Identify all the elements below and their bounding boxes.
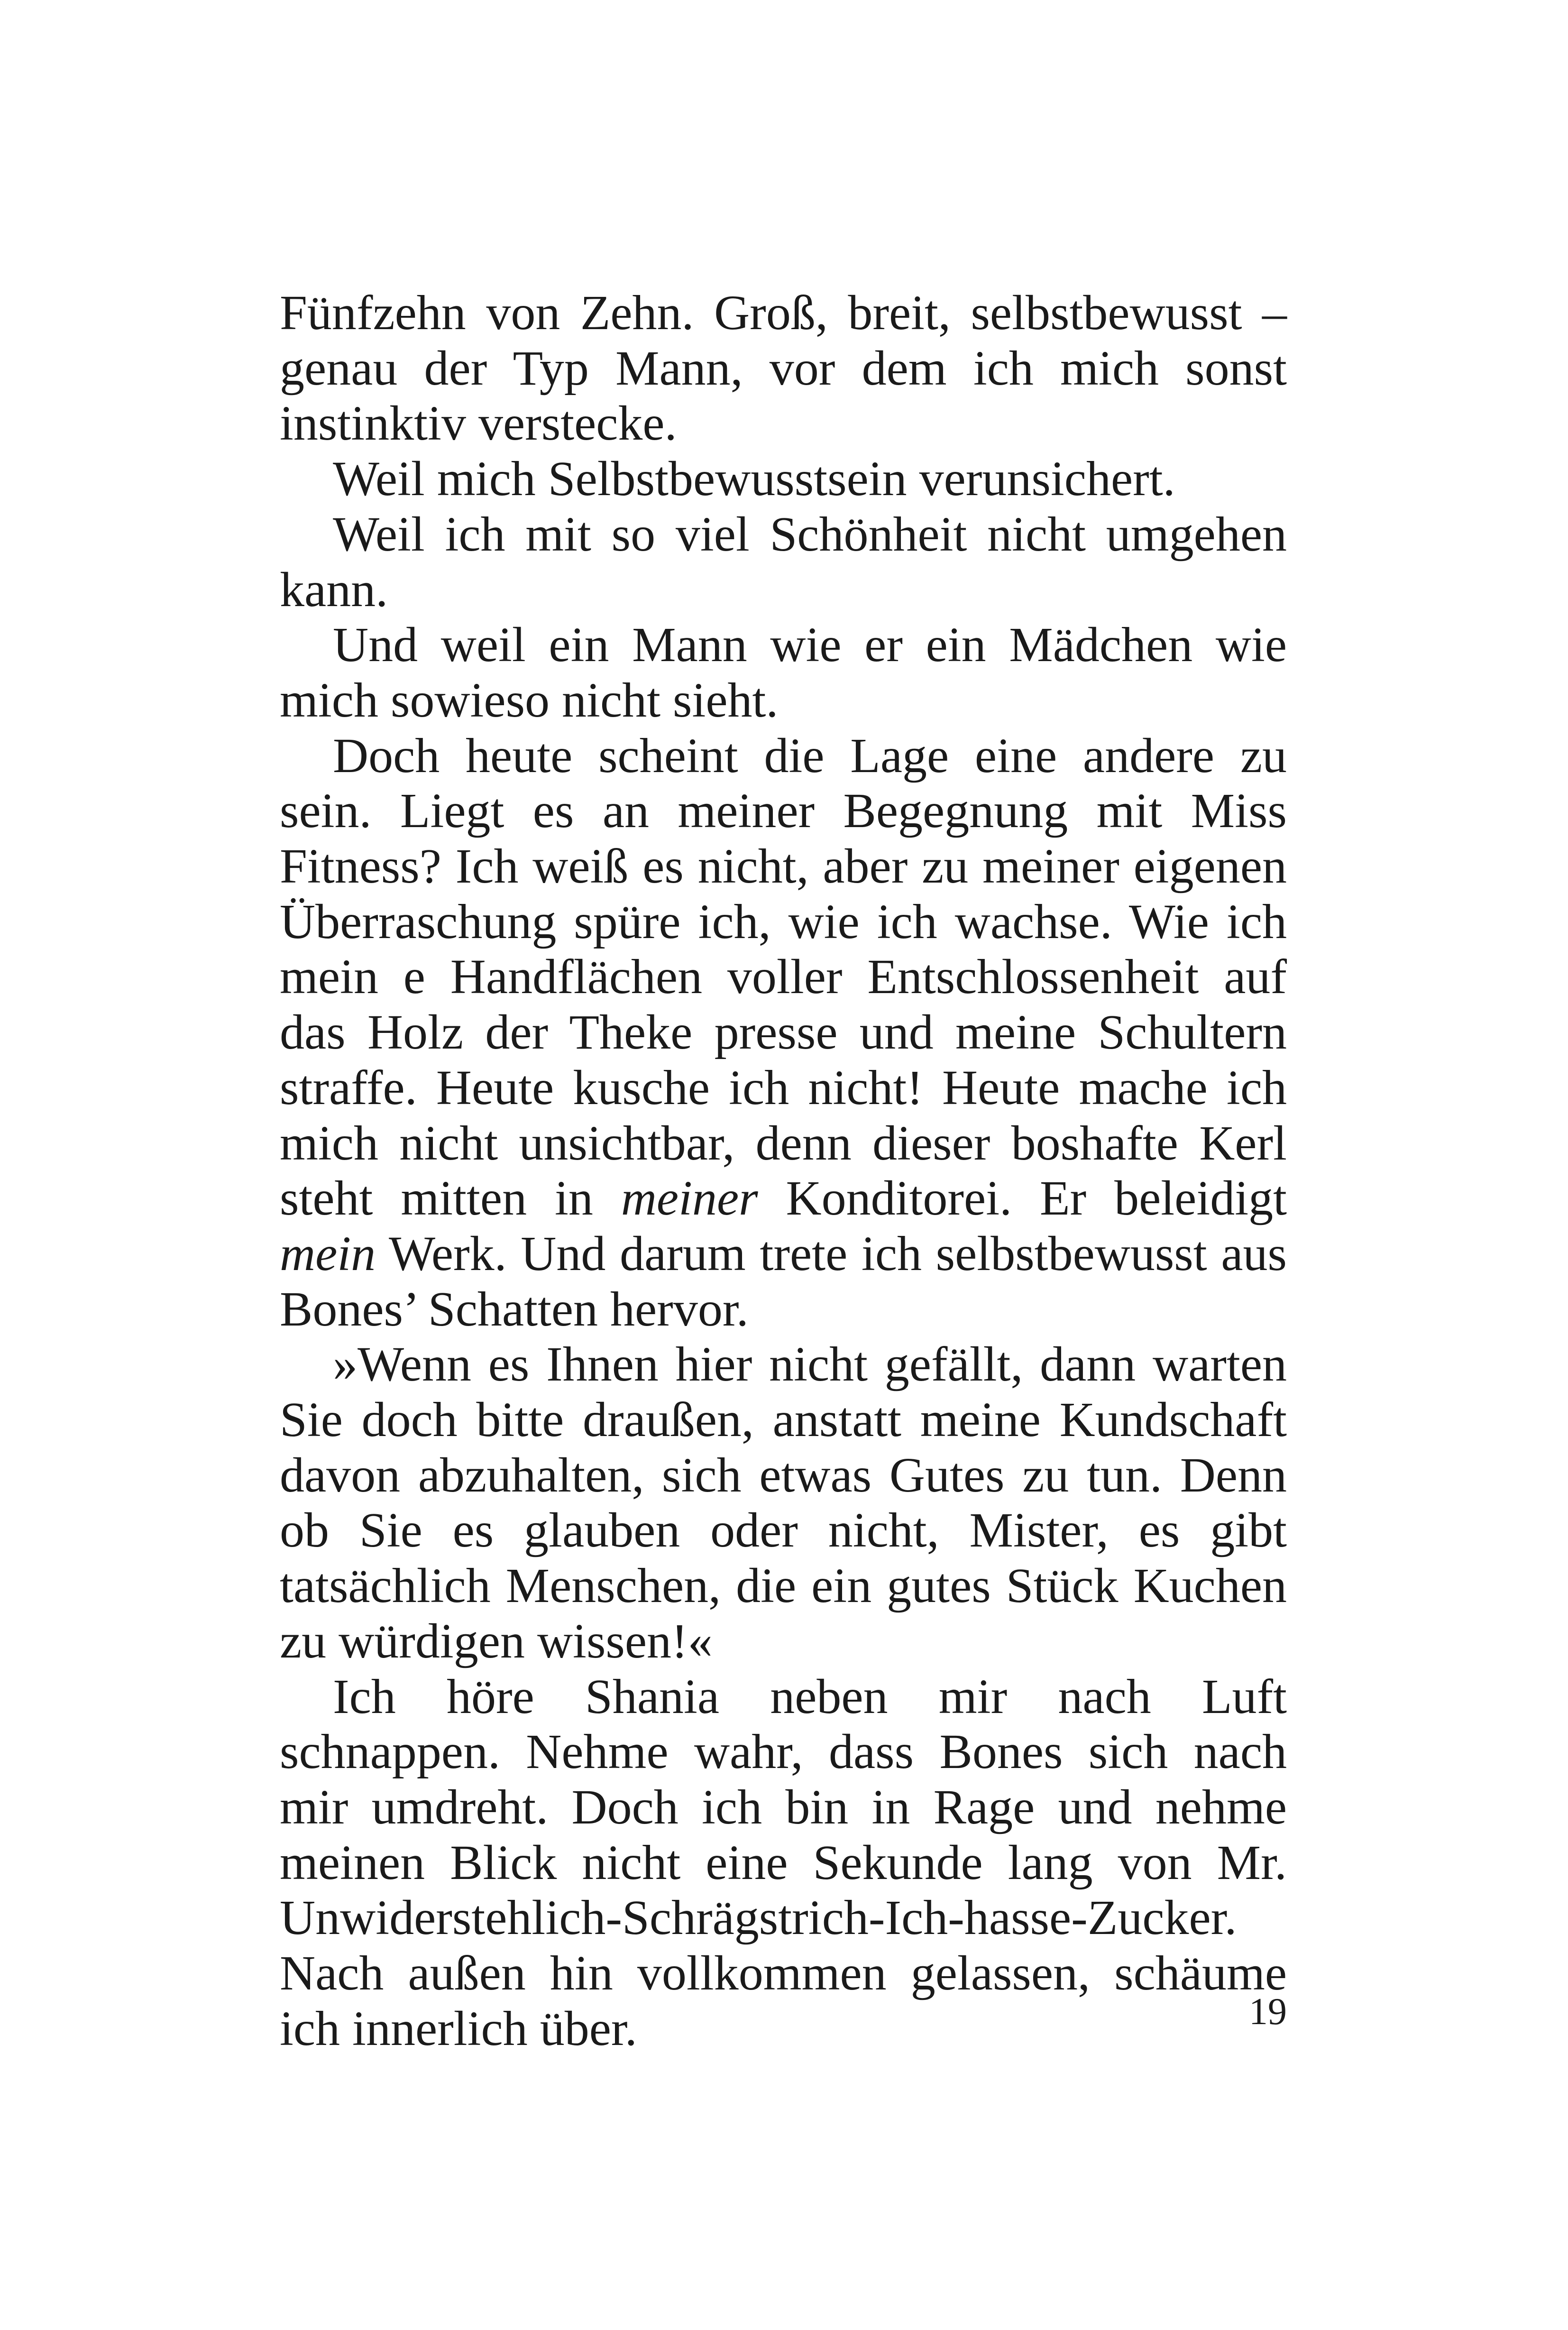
paragraph-5-text-c: Werk. Und darum trete ich selbstbewusst aus Bones’ Schatten hervor. [280,1226,1287,1336]
paragraph-6 [280,1337,1287,1669]
paragraph-3 [280,507,1287,617]
page-number: 19 [1249,1991,1287,2033]
paragraph-5-text-a: Doch heute scheint die Lage eine andere zu sein. Liegt es an meiner Begegnung mit Miss Fitness? Ich weiß es nicht, aber zu meiner eigenen Überraschung spüre ich, wie ich wachse. Wie ich mein e Handflächen voller Entschlossenheit auf das Holz der Theke presse und meine Schultern straffe. Heute kusche ich nicht! Heute mache ich mich nicht unsichtbar, denn dieser boshafte Kerl steht mitten in [280,728,1287,1226]
emphasis-mein: mein [280,1226,376,1281]
paragraph-1-text: Fünfzehn von Zehn. Groß, breit, selbstbewusst – genau der Typ Mann, vor dem ich mich sonst instinktiv verstecke. [280,285,1287,451]
paragraph-3-text: Weil ich mit so viel Schönheit nicht umgehen kann. [280,507,1287,617]
paragraph-6-text: »Wenn es Ihnen hier nicht gefällt, dann warten Sie doch bitte draußen, anstatt meine Kundschaft davon abzuhalten, sich etwas Gutes zu tun. Denn ob Sie es glauben oder nicht, Mister, es gibt tatsächlich Menschen, die ein gutes Stück Kuchen zu würdigen wissen!« [280,1337,1287,1668]
paragraph-2-text: Weil mich Selbstbewusstsein verunsichert. [333,451,1175,507]
paragraph-4 [280,617,1287,728]
paragraph-4-text: Und weil ein Mann wie er ein Mädchen wie mich sowieso nicht sieht. [280,617,1287,728]
paragraph-2 [280,451,1287,507]
emphasis-meiner: meiner [621,1171,758,1226]
paragraph-7-text: Ich höre Shania neben mir nach Luft schnappen. Nehme wahr, dass Bones sich nach mir umdreht. Doch ich bin in Rage und nehme meinen Blick nicht eine Sekunde lang von Mr. Unwiderstehlich-Schrägstrich-Ich-hasse-Zucker. Nach außen hin vollkommen gelassen, schäume ich innerlich über. [280,1669,1287,2056]
body-text [280,285,1287,2057]
paragraph-7 [280,1669,1287,2057]
paragraph-1 [280,285,1287,451]
paragraph-5 [280,728,1287,1337]
paragraph-5-text-b: Konditorei. Er beleidigt [758,1171,1287,1226]
